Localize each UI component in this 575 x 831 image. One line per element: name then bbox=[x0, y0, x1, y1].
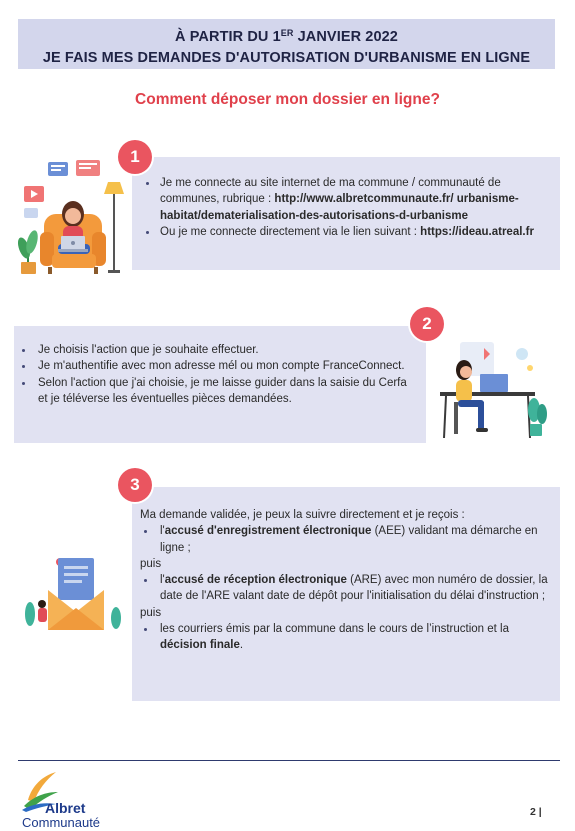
step-1-bullet-2 bbox=[142, 224, 554, 240]
header-line-2: JE FAIS MES DEMANDES D'AUTORISATION D'URBANISME EN LIGNE bbox=[42, 50, 531, 66]
step-3-bullet-aee-post: (AEE) validant ma démarche en ligne ; bbox=[160, 525, 538, 554]
step-3-list-2 bbox=[140, 572, 555, 605]
step-2-bullet-1: Je choisis l'action que je souhaite effectuer. bbox=[18, 342, 418, 358]
step-2-text bbox=[18, 342, 418, 407]
person-desk-computer-illustration bbox=[430, 340, 548, 440]
step-3-bullet-courriers-pre: les courriers émis par la commune dans le cours de l’instruction et la bbox=[160, 623, 509, 636]
step-2-number-badge: 2 bbox=[410, 307, 444, 341]
header-line1-prefix: À PARTIR DU 1 bbox=[175, 29, 281, 45]
step-3-list-3 bbox=[140, 621, 555, 654]
step-1-card bbox=[132, 157, 560, 270]
step-2-bullet-3: Selon l'action que j'ai choisie, je me laisse guider dans la saisie du Cerfa et je téléverse les éventuelles pièces demandées. bbox=[18, 375, 418, 408]
step-1-number-badge: 1 bbox=[118, 140, 152, 174]
step-3-puis-1: puis bbox=[140, 557, 162, 570]
step-1-list bbox=[142, 175, 554, 240]
page-number: 2 | bbox=[530, 806, 542, 818]
step-3-bullet-aee bbox=[140, 523, 555, 556]
header-line-1 bbox=[18, 19, 555, 45]
step-3-bullet-are-pre: l' bbox=[160, 574, 165, 587]
step-3-card bbox=[132, 487, 560, 701]
header-line1-suffix: JANVIER 2022 bbox=[293, 29, 398, 45]
envelope-letter-illustration bbox=[18, 548, 130, 634]
step-1-bullet-1-text: Je me connecte au site internet de ma commune / communauté de communes, rubrique : bbox=[160, 177, 501, 206]
step-3-bullet-are-post: (ARE) avec mon numéro de dossier, la date de l'ARE valant date de dépôt pour l'initialisation du délai d'instruction ; bbox=[160, 574, 548, 603]
aee-term: accusé d'enregistrement électronique bbox=[164, 525, 372, 538]
step-3-number-badge: 3 bbox=[118, 468, 152, 502]
step-3-bullet-courriers-post: . bbox=[239, 639, 244, 652]
are-term: accusé de réception électronique bbox=[164, 574, 347, 587]
header-line1-sup: ER bbox=[280, 28, 294, 38]
step-2-card bbox=[14, 326, 426, 443]
step-3-text bbox=[140, 507, 555, 654]
logo-text-albret: Albret bbox=[45, 800, 86, 816]
step-3-bullet-are bbox=[140, 572, 555, 605]
person-laptop-armchair-illustration bbox=[18, 154, 130, 276]
step-3-list-1 bbox=[140, 523, 555, 556]
step-3-bullet-aee-pre: l' bbox=[160, 525, 165, 538]
footer-divider bbox=[18, 760, 560, 761]
ideau-atreal-link[interactable]: https://ideau.atreal.fr bbox=[420, 225, 534, 238]
header-banner bbox=[18, 19, 555, 69]
step-3-intro: Ma demande validée, je peux la suivre directement et je reçois : bbox=[140, 509, 465, 521]
section-question: Comment déposer mon dossier en ligne? bbox=[135, 91, 440, 108]
step-1-text bbox=[142, 175, 554, 240]
step-1-bullet-2-text: Ou je me connecte directement via le lien suivant : bbox=[160, 225, 421, 238]
step-2-bullet-2: Je m'authentifie avec mon adresse mél ou mon compte FranceConnect. bbox=[18, 358, 418, 374]
step-2-list bbox=[18, 342, 418, 407]
albret-urbanisme-link[interactable]: http://www.albretcommunaute.fr/ urbanisme-habitat/dematerialisation-des-autorisations-d-urbanisme bbox=[160, 193, 519, 222]
step-1-bullet-1 bbox=[142, 175, 554, 224]
decision-finale-term: décision finale bbox=[160, 639, 240, 652]
step-3-bullet-courriers bbox=[140, 621, 555, 654]
step-3-puis-2: puis bbox=[140, 606, 162, 619]
logo-text-communaute: Communauté bbox=[22, 815, 101, 830]
